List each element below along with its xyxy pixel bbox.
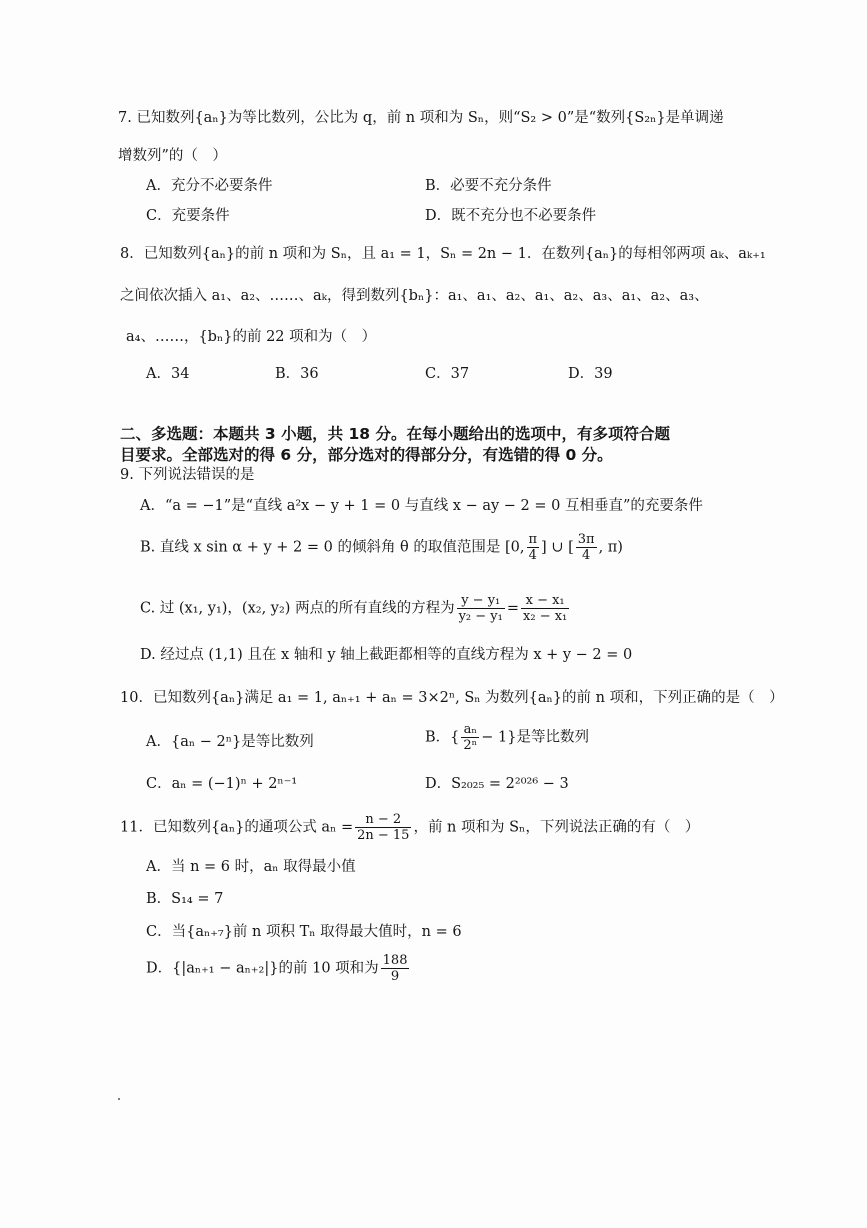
scan-speck xyxy=(118,1098,120,1100)
q11-stem-fraction-num: n − 2 xyxy=(355,812,411,828)
q11-stem-fraction xyxy=(355,812,411,843)
q10-option-d: D．S₂₀₂₅ = 2²⁰²⁶ − 3 xyxy=(425,776,569,792)
q10-b-text-post: − 1}是等比数列 xyxy=(481,729,590,746)
q9-option-b xyxy=(140,532,623,563)
q11-option-b: B．S₁₄ = 7 xyxy=(146,891,224,907)
q10-b-text-pre: B．{ xyxy=(425,729,460,746)
q8-stem-line2: 之间依次插入 a₁、a₂、……、aₖ，得到数列{bₙ}：a₁、a₁、a₂、a₁、a₂、a₃、a₁、a₂、a₃、 xyxy=(120,288,709,304)
q9-c-fraction-2 xyxy=(521,593,569,624)
q10-stem: 10．已知数列{aₙ}满足 a₁ = 1, aₙ₊₁ + aₙ = 3×2ⁿ, Sₙ 为数列{aₙ}的前 n 项和，下列正确的是（ ） xyxy=(120,690,784,706)
q9-b-fraction-2-den: 4 xyxy=(582,548,591,563)
q11-d-fraction xyxy=(381,953,410,984)
q8-option-d: D．39 xyxy=(568,366,613,382)
q9-c-fraction-2-num: x − x₁ xyxy=(521,593,569,609)
q9-b-fraction-2 xyxy=(576,532,597,563)
q9-b-text-mid: ] ∪ [ xyxy=(541,539,574,556)
q10-b-fraction-num: aₙ xyxy=(461,722,479,738)
q10-option-c: C．aₙ = (−1)ⁿ + 2ⁿ⁻¹ xyxy=(146,776,298,792)
q9-stem: 9. 下列说法错误的是 xyxy=(120,467,255,483)
q9-option-d: D. 经过点 (1,1) 且在 x 轴和 y 轴上截距都相等的直线方程为 x + y − 2 = 0 xyxy=(140,647,633,663)
q11-stem-fraction-den: 2n − 15 xyxy=(357,828,410,843)
q11-option-d xyxy=(146,953,411,984)
q9-b-text-post: , π) xyxy=(598,539,623,556)
q9-c-fraction-2-den: x₂ − x₁ xyxy=(523,609,568,624)
q11-d-fraction-den: 9 xyxy=(390,969,400,984)
q10-option-b xyxy=(425,722,589,753)
q11-stem xyxy=(120,812,699,843)
q9-option-a: A．“a = −1”是“直线 a²x − y + 1 = 0 与直线 x − ay − 2 = 0 互相垂直”的充要条件 xyxy=(140,498,703,514)
q9-c-equals: = xyxy=(506,600,520,617)
q9-c-fraction-1-den: y₂ − y₁ xyxy=(458,609,503,624)
q11-d-fraction-num: 188 xyxy=(382,953,408,968)
q9-b-text-pre: B. 直线 x sin α + y + 2 = 0 的倾斜角 θ 的取值范围是 [0, xyxy=(140,539,525,556)
q11-stem-pre: 11．已知数列{aₙ}的通项公式 aₙ = xyxy=(120,819,354,836)
q7-option-d: D．既不充分也不必要条件 xyxy=(425,208,597,224)
q8-option-b: B．36 xyxy=(275,366,319,382)
q8-option-a: A．34 xyxy=(146,366,190,382)
q10-b-fraction xyxy=(461,722,479,753)
section-heading-line2: 目要求。全部选对的得 6 分，部分选对的得部分分，有选错的得 0 分。 xyxy=(120,446,613,464)
q7-stem-line1: 7. 已知数列{aₙ}为等比数列，公比为 q，前 n 项和为 Sₙ，则“S₂ > 0”是“数列{S₂ₙ}是单调递 xyxy=(118,110,724,126)
q7-option-c: C．充要条件 xyxy=(146,208,230,224)
q9-b-fraction-1 xyxy=(527,532,540,563)
q9-c-text-pre: C. 过 (x₁, y₁)，(x₂, y₂) 两点的所有直线的方程为 xyxy=(140,600,455,617)
q9-c-fraction-1 xyxy=(457,593,505,624)
q11-option-c: C．当{aₙ₊₇}前 n 项积 Tₙ 取得最大值时，n = 6 xyxy=(146,924,462,940)
q7-option-b: B．必要不充分条件 xyxy=(425,178,552,194)
q8-option-c: C．37 xyxy=(425,366,470,382)
q9-c-fraction-1-num: y − y₁ xyxy=(457,593,505,609)
q10-option-a: A．{aₙ − 2ⁿ}是等比数列 xyxy=(146,734,314,750)
q8-stem-line1: 8．已知数列{aₙ}的前 n 项和为 Sₙ，且 a₁ = 1，Sₙ = 2n − 1．在数列{aₙ}的每相邻两项 aₖ、aₖ₊₁ xyxy=(120,246,766,262)
q9-option-c xyxy=(140,593,571,624)
section-heading-line1: 二、多选题：本题共 3 小题，共 18 分。在每小题给出的选项中，有多项符合题 xyxy=(120,425,670,443)
q9-b-fraction-1-den: 4 xyxy=(528,548,537,563)
q7-option-a: A．充分不必要条件 xyxy=(146,178,273,194)
q11-stem-post: ，前 n 项和为 Sₙ，下列说法正确的有（ ） xyxy=(413,819,700,836)
q8-stem-line3: a₄、……，{bₙ}的前 22 项和为（ ） xyxy=(126,329,377,345)
q10-b-fraction-den: 2ⁿ xyxy=(463,738,478,753)
q11-d-text-pre: D．{|aₙ₊₁ − aₙ₊₂|}的前 10 项和为 xyxy=(146,960,379,977)
q9-b-fraction-1-num: π xyxy=(528,532,538,547)
q7-stem-line2: 增数列”的（ ） xyxy=(118,148,227,164)
q11-option-a: A．当 n = 6 时，aₙ 取得最小值 xyxy=(146,859,356,875)
q9-b-fraction-2-num: 3π xyxy=(577,532,595,547)
